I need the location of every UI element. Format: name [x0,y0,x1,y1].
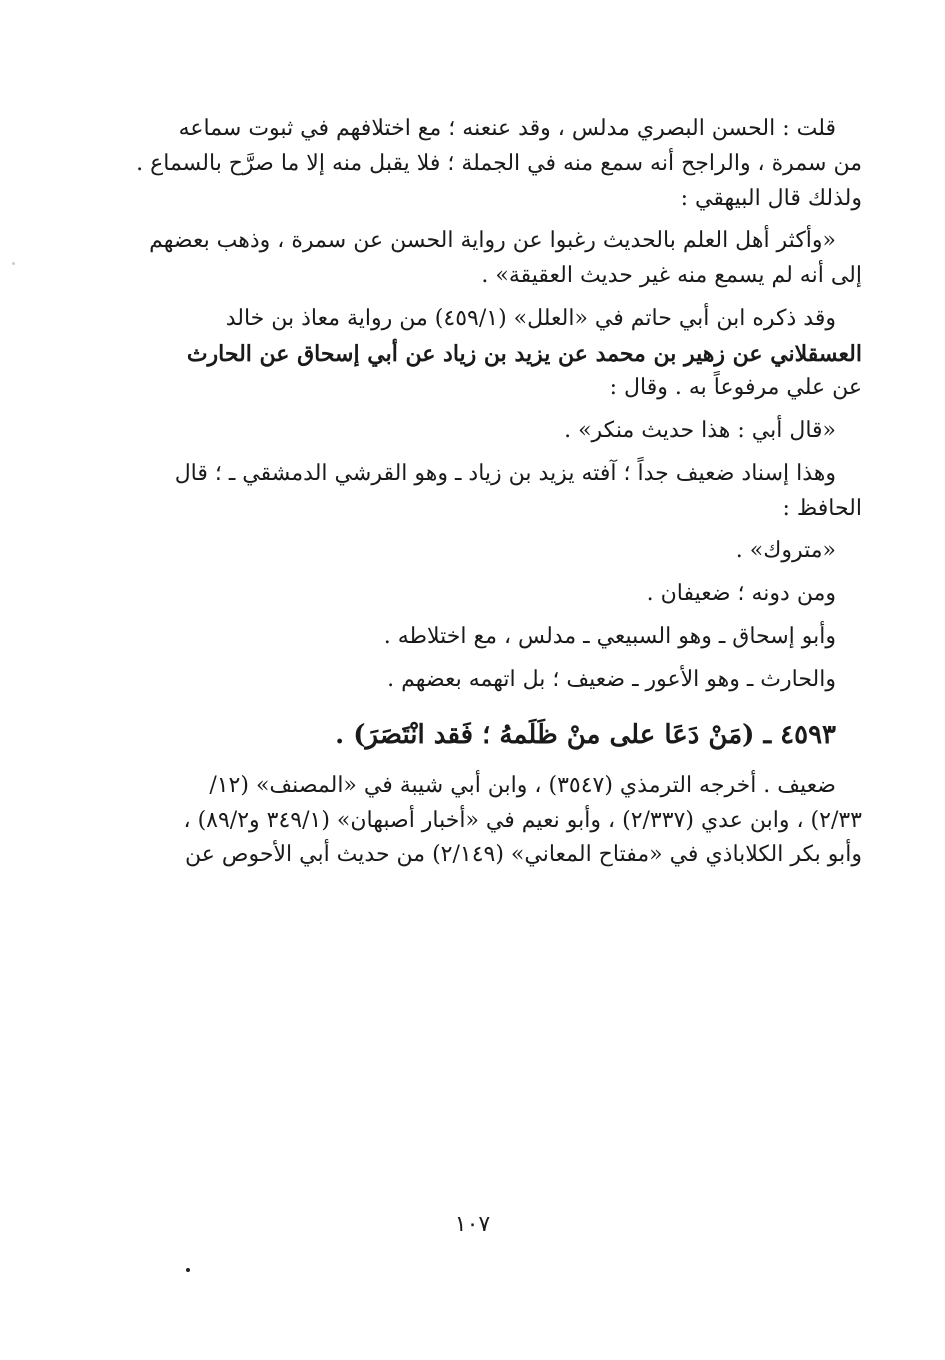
paragraph-3 [120,302,862,406]
text-line: ضعيف . أخرجه الترمذي (٣٥٤٧) ، وابن أبي شيبة في «المصنف» (١٢/ [209,772,836,798]
paragraph-9: والحارث ـ وهو الأعور ـ ضعيف ؛ بل اتهمه بعضهم . [387,666,836,692]
scan-speck [186,1268,190,1272]
text-line: وهذا إسناد ضعيف جداً ؛ آفته يزيد بن زياد ـ وهو القرشي الدمشقي ـ ؛ قال [174,460,836,486]
paragraph-4-quote: «قال أبي : هذا حديث منكر» . [564,418,836,443]
hadith-heading: ٤٥٩٣ ـ (مَنْ دَعَا على منْ ظَلَمهُ ؛ فَقد انْتَصَرَ) . [335,720,836,751]
scan-speck [12,262,15,265]
text-line: وأبو بكر الكلاباذي في «مفتاح المعاني» (٢/١٤٩) من حديث أبي الأحوص عن [185,842,862,868]
paragraph-5 [120,457,862,527]
text-line: من سمرة ، والراجح أنه سمع منه في الجملة ؛ فلا يقبل منه إلا ما صرَّح بالسماع . [136,150,862,176]
text-line: «وأكثر أهل العلم بالحديث رغبوا عن رواية الحسن عن سمرة ، وذهب بعضهم [149,228,836,254]
text-line: قلت : الحسن البصري مدلس ، وقد عنعنه ؛ مع اختلافهم في ثبوت سماعه [178,116,836,141]
text-line: العسقلاني عن زهير بن محمد عن يزيد بن زياد عن أبي إسحاق عن الحارث [186,340,862,367]
paragraph-7: ومن دونه ؛ ضعيفان . [646,581,836,606]
text-line: وقد ذكره ابن أبي حاتم في «العلل» (٤٥٩/١) من رواية معاذ بن خالد [225,305,836,331]
paragraph-1 [120,112,862,216]
text-line: عن علي مرفوعاً به . وقال : [609,375,862,401]
page-number: ١٠٧ [454,1212,491,1237]
paragraph-8: وأبو إسحاق ـ وهو السبيعي ـ مدلس ، مع اختلاطه . [383,623,836,649]
text-line: ولذلك قال البيهقي : [680,185,862,211]
text-line: إلى أنه لم يسمع منه غير حديث العقيقة» . [481,263,862,288]
text-line: الحافظ : [782,495,862,521]
paragraph-10 [120,769,862,873]
paragraph-2-quote [120,224,862,294]
text-line: ٢/٣٣) ، وابن عدي (٢/٣٣٧) ، وأبو نعيم في «أخبار أصبهان» (٣٤٩/١ و٨٩/٢) ، [183,807,862,833]
paragraph-6-quote: «متروك» . [735,538,836,564]
page-body [120,112,862,873]
